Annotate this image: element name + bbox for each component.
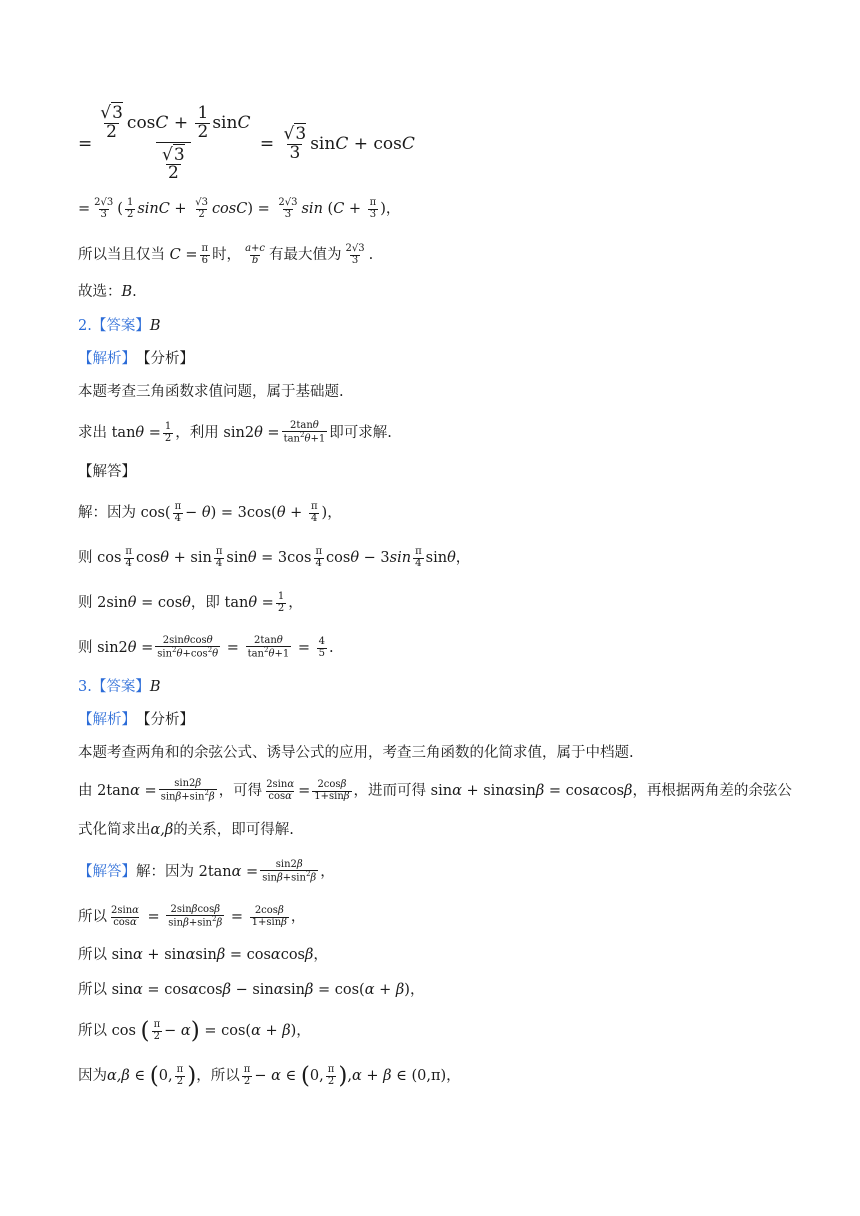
q3-hint-2: 式化简求出 α,β 的关系，即可得解. [78, 822, 294, 838]
q3-step-3: 所以 sinα + sinαsinβ = cosαcosβ， [78, 947, 328, 963]
q3-hint-1: 由 2tanα = $\frac{\sin 2\beta}{\sin\beta+\sin^2\beta}$ ，可得 $\frac{2\sin\alpha}{\cos\alpha}$ = $\frac{2\cos\beta}{1+\sin\beta}$ ，进而可得 sinα + sinαsinβ = cosαcosβ ，再根据两角差的余弦公 [78, 777, 792, 803]
q2-solution-header: 【解答】 [78, 464, 136, 480]
derivation-line-2: = $\frac{2√3}{3}$ ( $\frac{1}{2}$ sinC + $\frac{√3}{2}$ cosC ) = $\frac{2√3}{3}$ sin ( C + $\frac{\pi}{3}$ )， [78, 197, 401, 220]
q2-step-1: 解：因为 cos( $\frac{\pi}{4}$ − θ) = 3cos(θ + $\frac{\pi}{4}$ )， [78, 501, 342, 524]
q2-analysis-header: 【解析】 【分析】 [78, 351, 194, 367]
q3-analysis-header: 【解析】 【分析】 [78, 712, 194, 728]
big-fraction: $\frac{√3}{2}$ cosC + $\frac{1}{2}$ sinC $\frac{√3}{2}$ [100, 102, 251, 184]
q3-step-4: 所以 sinα = cosαcosβ − sinαsinβ = cos(α + β)， [78, 982, 425, 998]
q2-answer-header: 2. 【答案】 B [78, 318, 161, 334]
q2-step-2: 则 cos $\frac{\pi}{4}$ cosθ + sin $\frac{\pi}{4}$ sinθ = 3cos $\frac{\pi}{4}$ cosθ − 3sin $\frac{\pi}{4}$ sinθ， [78, 546, 471, 569]
derivation-line-1: = $\frac{√3}{2}$ cosC + $\frac{1}{2}$ sinC $\frac{√3}{2}$ = $\frac{√3}{3}$ sinC + cosC [78, 102, 415, 184]
q2-step-3: 则 2sinθ = cosθ ，即 tanθ = $\frac{1}{2}$ ， [78, 591, 303, 614]
q2-hint: 求出 tanθ = $\frac{1}{2}$ ，利用 sin2θ = $\frac{2\tan\theta}{\tan^2\theta+1}$ 即可求解. [78, 419, 392, 445]
derivation-line-3: 所以当且仅当 C = $\frac{\pi}{6}$ 时， $\frac{a+c}{b}$ 有最大值为 $\frac{2√3}{3}$ . [78, 243, 374, 266]
q3-step-5: 所以 cos ( $\frac{\pi}{2}$ − α ) = cos(α + β)， [78, 1017, 311, 1045]
q3-step-1: 【解答】 解：因为 2tanα = $\frac{\sin 2\beta}{\sin\beta+\sin^2\beta}$ ， [78, 858, 335, 884]
q2-step-4: 则 sin2θ = $\frac{2\sin\theta\cos\theta}{\sin^2\theta+\cos^2\theta}$ = $\frac{2\tan\theta}{\tan^2\theta+1}$ = $\frac{4}{5}$ . [78, 634, 334, 660]
q3-description: 本题考查两角和的余弦公式、诱导公式的应用，考查三角函数的化简求值，属于中档题. [78, 745, 634, 761]
q2-description: 本题考查三角函数求值问题，属于基础题. [78, 384, 344, 400]
q3-answer-header: 3. 【答案】 B [78, 679, 161, 695]
q3-step-6: 因为 α,β ∈ ( 0, $\frac{\pi}{2}$ ) ，所以 $\frac{\pi}{2}$ − α ∈ ( 0, $\frac{\pi}{2}$ ) ,α + β ∈ (0,π)， [78, 1062, 461, 1090]
answer-choice-line: 故选： B . [78, 284, 137, 300]
q3-step-2: 所以 $\frac{2\sin\alpha}{\cos\alpha}$ = $\frac{2\sin\beta\cos\beta}{\sin\beta+\sin^2\beta}$ = $\frac{2\cos\beta}{1+\sin\beta}$ ， [78, 903, 306, 929]
